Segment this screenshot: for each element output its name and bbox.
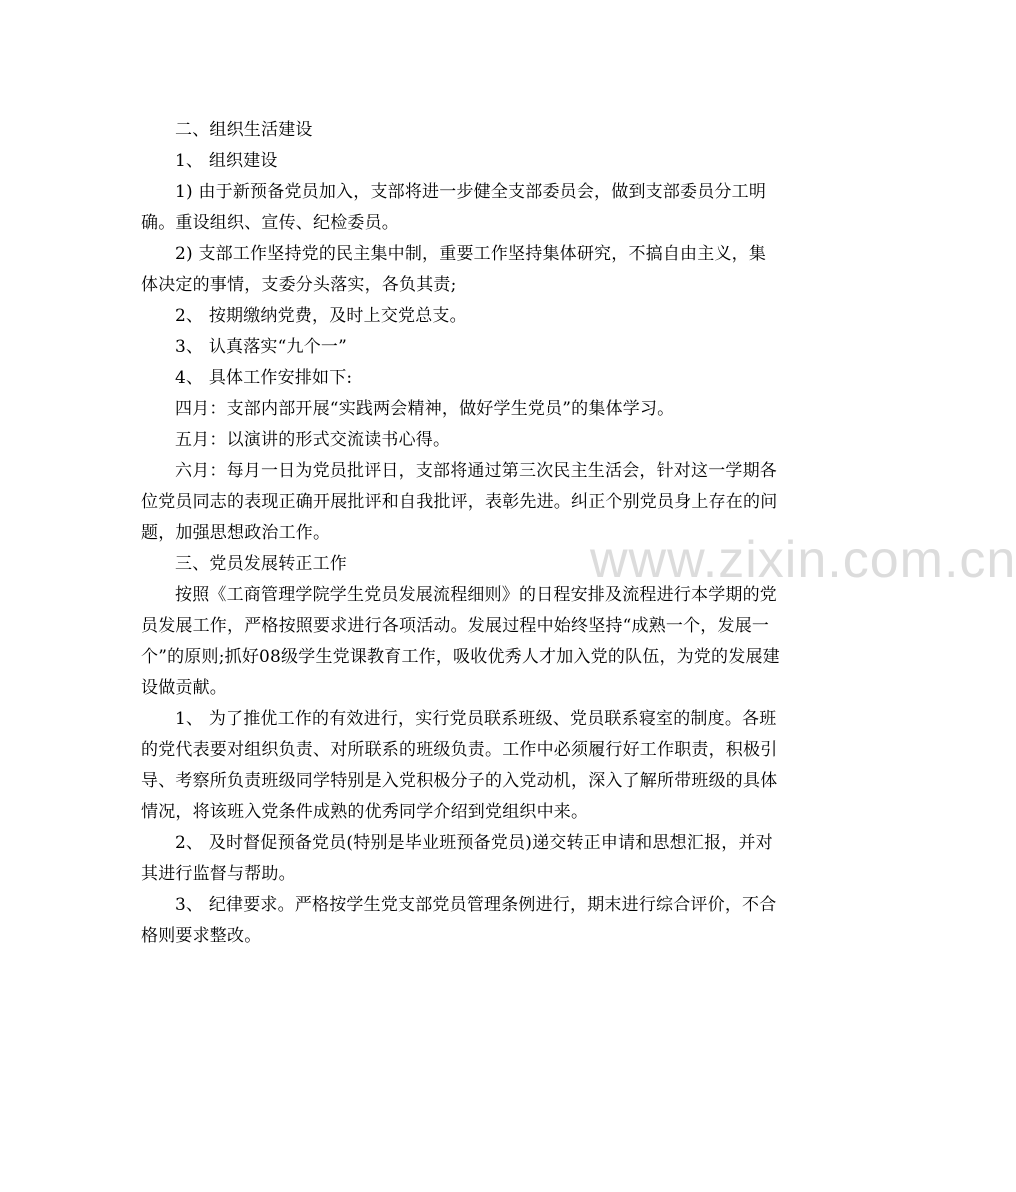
watermark-text: www.zixin.com.cn	[590, 531, 1016, 589]
document-body	[141, 115, 781, 952]
item-nine-ones: 3、 认真落实“九个一”	[175, 337, 348, 357]
item-probationary-members: 2、 及时督促预备党员(特别是毕业班预备党员)递交转正申请和思想汇报，并对其进行监督与帮助。	[141, 833, 773, 884]
paragraph-democratic-centralism: 2) 支部工作坚持党的民主集中制，重要工作坚持集体研究，不搞自由主义，集体决定的事情，支委分头落实，各负其责;	[141, 244, 767, 295]
item-discipline: 3、 纪律要求。严格按学生党支部党员管理条例进行，期末进行综合评价，不合格则要求整改。	[141, 895, 777, 946]
schedule-april: 四月：支部内部开展“实践两会精神，做好学生党员”的集体学习。	[175, 399, 675, 419]
paragraph-committee: 1) 由于新预备党员加入，支部将进一步健全支部委员会，做到支部委员分工明确。重设组织、宣传、纪检委员。	[141, 182, 767, 233]
schedule-may: 五月：以演讲的形式交流读书心得。	[175, 430, 451, 450]
section-heading-organization: 二、组织生活建设	[175, 120, 313, 140]
item-organization-building: 1、 组织建设	[175, 151, 278, 171]
section-heading-development: 三、党员发展转正工作	[175, 554, 347, 574]
item-work-schedule: 4、 具体工作安排如下:	[175, 368, 353, 388]
item-contact-system: 1、 为了推优工作的有效进行，实行党员联系班级、党员联系寝室的制度。各班的党代表要对组织负责、对所联系的班级负责。工作中必须履行好工作职责，积极引导、考察所负责班级同学特别是入党积极分子的入党动机，深入了解所带班级的具体情况，将该班入党条件成熟的优秀同学介绍到党组织中来。	[141, 709, 778, 822]
paragraph-development-process: 按照《工商管理学院学生党员发展流程细则》的日程安排及流程进行本学期的党员发展工作，严格按照要求进行各项活动。发展过程中始终坚持“成熟一个，发展一个”的原则;抓好08级学生党课教育工作，吸收优秀人才加入党的队伍，为党的发展建设做贡献。	[141, 585, 780, 698]
schedule-june: 六月：每月一日为党员批评日，支部将通过第三次民主生活会，针对这一学期各位党员同志的表现正确开展批评和自我批评，表彰先进。纠正个别党员身上存在的问题，加强思想政治工作。	[141, 461, 778, 543]
item-party-dues: 2、 按期缴纳党费，及时上交党总支。	[175, 306, 467, 326]
